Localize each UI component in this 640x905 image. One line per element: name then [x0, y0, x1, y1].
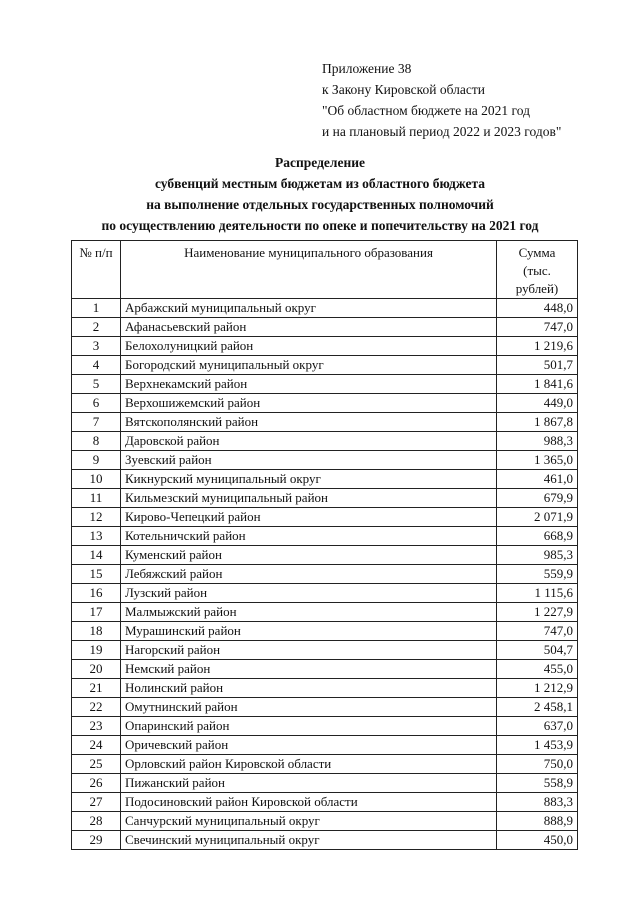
row-number: 25	[72, 755, 121, 774]
row-number: 24	[72, 736, 121, 755]
row-number: 8	[72, 432, 121, 451]
row-name: Нагорский район	[121, 641, 497, 660]
header-name: Наименование муниципального образования	[121, 241, 497, 299]
row-number: 18	[72, 622, 121, 641]
row-number: 7	[72, 413, 121, 432]
appendix-line: "Об областном бюджете на 2021 год	[322, 103, 530, 118]
row-sum: 1 453,9	[497, 736, 578, 755]
row-sum: 1 227,9	[497, 603, 578, 622]
row-number: 27	[72, 793, 121, 812]
table-row	[72, 603, 578, 622]
row-sum: 1 212,9	[497, 679, 578, 698]
row-name: Орловский район Кировской области	[121, 755, 497, 774]
table-row	[72, 774, 578, 793]
row-number: 23	[72, 717, 121, 736]
table-row	[72, 394, 578, 413]
table-row	[72, 356, 578, 375]
row-number: 22	[72, 698, 121, 717]
row-name: Зуевский район	[121, 451, 497, 470]
row-sum: 888,9	[497, 812, 578, 831]
row-sum: 558,9	[497, 774, 578, 793]
row-number: 9	[72, 451, 121, 470]
table-header-row	[72, 241, 578, 299]
distribution-table	[71, 240, 578, 850]
row-sum: 2 458,1	[497, 698, 578, 717]
row-name: Богородский муниципальный округ	[121, 356, 497, 375]
row-sum: 637,0	[497, 717, 578, 736]
row-name: Санчурский муниципальный округ	[121, 812, 497, 831]
row-name: Афанасьевский район	[121, 318, 497, 337]
row-name: Кикнурский муниципальный округ	[121, 470, 497, 489]
row-name: Оричевский район	[121, 736, 497, 755]
table-row	[72, 736, 578, 755]
row-name: Верхнекамский район	[121, 375, 497, 394]
title-line: на выполнение отдельных государственных полномочий	[146, 197, 494, 212]
row-number: 11	[72, 489, 121, 508]
table-row	[72, 641, 578, 660]
row-sum: 985,3	[497, 546, 578, 565]
row-sum: 1 841,6	[497, 375, 578, 394]
row-sum: 501,7	[497, 356, 578, 375]
row-name: Пижанский район	[121, 774, 497, 793]
table-row	[72, 698, 578, 717]
table-row	[72, 793, 578, 812]
row-name: Лузский район	[121, 584, 497, 603]
table-row	[72, 527, 578, 546]
row-sum: 1 115,6	[497, 584, 578, 603]
row-name: Вятскополянский район	[121, 413, 497, 432]
table-row	[72, 660, 578, 679]
table-row	[72, 299, 578, 318]
header-num: № п/п	[72, 241, 121, 299]
table-row	[72, 717, 578, 736]
row-number: 20	[72, 660, 121, 679]
table-row	[72, 584, 578, 603]
row-sum: 1 219,6	[497, 337, 578, 356]
table-row	[72, 470, 578, 489]
row-sum: 2 071,9	[497, 508, 578, 527]
row-sum: 448,0	[497, 299, 578, 318]
row-number: 6	[72, 394, 121, 413]
table-row	[72, 679, 578, 698]
row-name: Лебяжский район	[121, 565, 497, 584]
row-sum: 883,3	[497, 793, 578, 812]
table-row	[72, 413, 578, 432]
row-name: Даровской район	[121, 432, 497, 451]
row-sum: 504,7	[497, 641, 578, 660]
appendix-line: к Закону Кировской области	[322, 82, 486, 97]
row-name: Кильмезский муниципальный район	[121, 489, 497, 508]
row-sum: 1 867,8	[497, 413, 578, 432]
row-number: 5	[72, 375, 121, 394]
table-row	[72, 318, 578, 337]
row-number: 4	[72, 356, 121, 375]
table-row	[72, 812, 578, 831]
header-sum-unit: (тыс. рублей)	[515, 263, 559, 296]
row-number: 2	[72, 318, 121, 337]
appendix-line: и на плановый период 2022 и 2023 годов"	[322, 124, 562, 139]
row-sum: 747,0	[497, 622, 578, 641]
row-sum: 747,0	[497, 318, 578, 337]
row-number: 16	[72, 584, 121, 603]
title-line: Распределение	[274, 155, 366, 170]
title-line: по осуществлению деятельности по опеке и попечительству на 2021 год	[101, 218, 539, 233]
row-number: 3	[72, 337, 121, 356]
table-row	[72, 565, 578, 584]
row-name: Белохолуницкий район	[121, 337, 497, 356]
document-title	[0, 152, 640, 236]
table-row	[72, 755, 578, 774]
row-number: 21	[72, 679, 121, 698]
row-number: 29	[72, 831, 121, 850]
table-row	[72, 375, 578, 394]
row-name: Котельничский район	[121, 527, 497, 546]
row-sum: 455,0	[497, 660, 578, 679]
row-number: 15	[72, 565, 121, 584]
row-number: 17	[72, 603, 121, 622]
row-number: 28	[72, 812, 121, 831]
row-name: Малмыжский район	[121, 603, 497, 622]
row-sum: 988,3	[497, 432, 578, 451]
row-name: Омутнинский район	[121, 698, 497, 717]
row-name: Свечинский муниципальный округ	[121, 831, 497, 850]
table-row	[72, 451, 578, 470]
table-row	[72, 337, 578, 356]
title-line: субвенций местным бюджетам из областного бюджета	[154, 176, 486, 191]
row-number: 19	[72, 641, 121, 660]
row-sum: 668,9	[497, 527, 578, 546]
row-sum: 750,0	[497, 755, 578, 774]
header-sum-title: Сумма	[518, 245, 556, 260]
row-name: Арбажский муниципальный округ	[121, 299, 497, 318]
row-sum: 450,0	[497, 831, 578, 850]
row-name: Верхошижемский район	[121, 394, 497, 413]
row-number: 12	[72, 508, 121, 527]
table-body	[72, 299, 578, 850]
row-name: Опаринский район	[121, 717, 497, 736]
row-number: 26	[72, 774, 121, 793]
row-name: Кирово-Чепецкий район	[121, 508, 497, 527]
row-number: 14	[72, 546, 121, 565]
row-sum: 1 365,0	[497, 451, 578, 470]
appendix-line: Приложение 38	[322, 61, 412, 76]
table-row	[72, 432, 578, 451]
row-number: 10	[72, 470, 121, 489]
row-sum: 461,0	[497, 470, 578, 489]
row-name: Немский район	[121, 660, 497, 679]
row-number: 13	[72, 527, 121, 546]
row-sum: 679,9	[497, 489, 578, 508]
table-row	[72, 546, 578, 565]
row-name: Куменский район	[121, 546, 497, 565]
table-row	[72, 489, 578, 508]
row-name: Нолинский район	[121, 679, 497, 698]
appendix-note	[322, 58, 561, 142]
header-sum	[497, 241, 578, 299]
row-sum: 559,9	[497, 565, 578, 584]
row-name: Мурашинский район	[121, 622, 497, 641]
table-row	[72, 831, 578, 850]
row-sum: 449,0	[497, 394, 578, 413]
table-row	[72, 622, 578, 641]
row-number: 1	[72, 299, 121, 318]
row-name: Подосиновский район Кировской области	[121, 793, 497, 812]
table-row	[72, 508, 578, 527]
